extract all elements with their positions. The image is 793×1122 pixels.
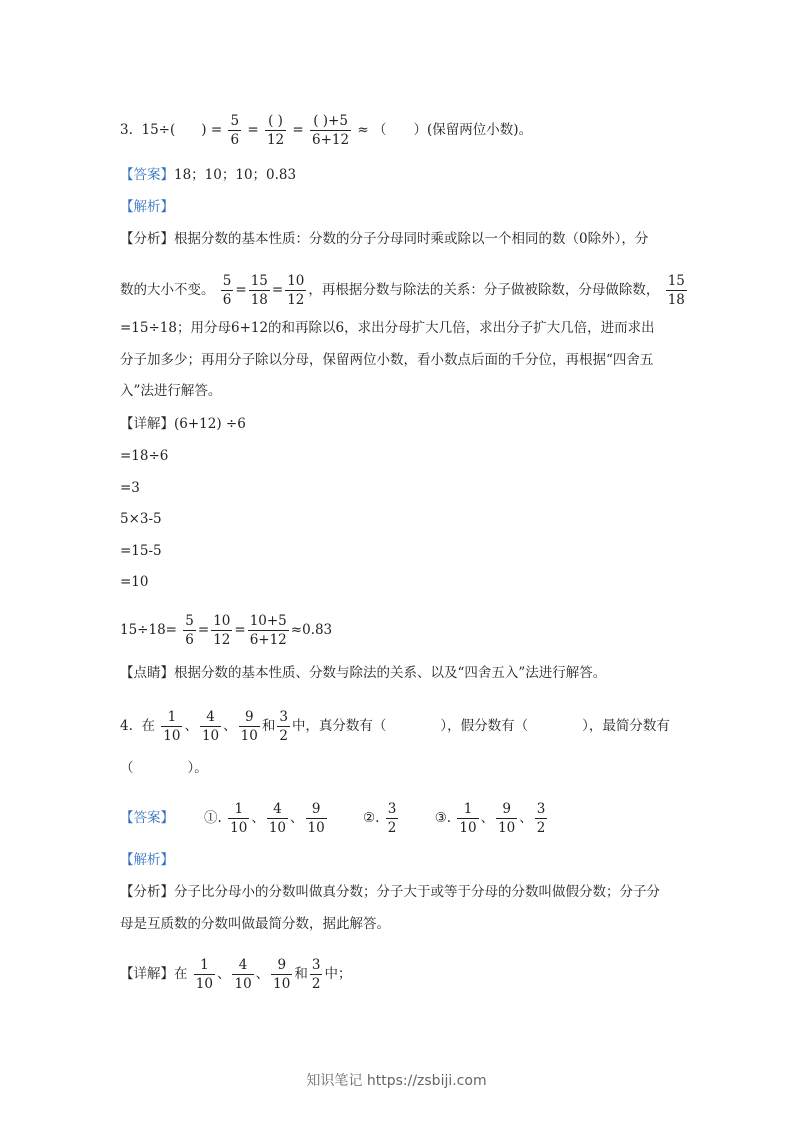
- answer-4: [120, 800, 549, 837]
- detail-3-step1: [120, 414, 246, 434]
- expression-start: 15÷(: [141, 122, 176, 138]
- analysis-4-line2: 母是互质数的分数叫做最简分数，据此解答。: [120, 916, 390, 932]
- fraction: $\frac{3}{2}$: [279, 709, 288, 744]
- equals-sign: =: [247, 122, 259, 138]
- separator: 、: [255, 966, 270, 982]
- detail-3-step4: 5×3-5: [120, 511, 162, 527]
- answer-marker: ③.: [434, 810, 452, 826]
- analysis-3-line3: =15÷18；用分母6+12的和再除以6，求出分母扩大几倍，求出分子扩大几倍，进而求出: [120, 320, 655, 336]
- fraction: $\frac{10}{12}$: [213, 613, 231, 648]
- separator: 、: [216, 966, 231, 982]
- fraction: $\frac{9}{10}$: [307, 801, 325, 836]
- question-number: 4.: [120, 718, 133, 734]
- analysis-text: 分子比分母小的分数叫做真分数；分子大于或等于分母的分数叫做假分数；分子分: [174, 884, 660, 900]
- fraction: $\frac{15}{18}$: [250, 273, 268, 308]
- separator: 、: [251, 810, 265, 826]
- question-3: [120, 112, 532, 149]
- fraction: $\frac{1}{10}$: [459, 801, 477, 836]
- analysis-3-line1: [120, 229, 648, 249]
- fraction: $\frac{3}{2}$: [536, 801, 546, 836]
- blank-close: ): [201, 122, 207, 138]
- analysis-heading: [120, 197, 174, 217]
- separator: 、: [184, 718, 198, 734]
- fraction: $\frac{9}{10}$: [498, 801, 516, 836]
- separator: 、: [290, 810, 304, 826]
- analysis-3-line2: 数的大小不变。 $\frac{5}{6}$ = $\frac{15}{18}$ = $\frac{10}{12}$ ，再根据分数与除法的关系：分子做被除数，分母做除数， $\frac{15}{18}$: [120, 273, 685, 308]
- comment-tag: 【点睛】: [120, 665, 174, 681]
- fraction: $\frac{4}{10}$: [201, 709, 220, 744]
- detail-text: 在: [174, 966, 188, 982]
- step-text: ≈0.83: [290, 622, 333, 638]
- question-4-line2: （ ）。: [120, 760, 208, 776]
- fraction: $\frac{1}{10}$: [163, 709, 181, 744]
- comment-text: 根据分数的基本性质、分数与除法的关系、以及“四舍五入”法进行解答。: [174, 665, 607, 681]
- detail-3-final: 15÷18= $\frac{5}{6}$ = $\frac{10}{12}$ = $\frac{10+5}{6+12}$ ≈0.83: [120, 613, 333, 648]
- equals-sign: =: [210, 122, 223, 138]
- equals-sign: =: [292, 122, 304, 138]
- fraction: $\frac{9}{10}$: [240, 709, 258, 744]
- analysis-sub-tag: 【分析】: [120, 884, 174, 900]
- detail-4: [120, 956, 351, 993]
- connector: 和: [294, 966, 308, 982]
- step-text: 15÷18=: [120, 622, 177, 638]
- detail-tag: 【详解】: [120, 966, 174, 982]
- analysis-3-line5: 入”法进行解答。: [120, 383, 222, 399]
- footer-watermark: 知识笔记 https://zsbiji.com: [306, 1073, 487, 1089]
- separator: 、: [519, 810, 533, 826]
- fraction: $\frac{15}{18}$: [667, 273, 685, 308]
- approx-sign: ≈: [357, 122, 369, 138]
- answer-marker: ②.: [363, 810, 380, 826]
- answer-3: [120, 165, 296, 185]
- fraction: $\frac{( )}{12}$: [266, 113, 285, 148]
- answer-text: 18；10；10；0.83: [174, 167, 297, 183]
- fraction: $\frac{1}{10}$: [195, 957, 213, 992]
- question-4: [120, 708, 670, 745]
- separator: 、: [223, 718, 237, 734]
- answer-marker: ①.: [204, 810, 222, 826]
- fraction: $\frac{9}{10}$: [273, 957, 291, 992]
- answer-tag: 【答案】: [120, 167, 174, 183]
- analysis-tag: 【解析】: [120, 199, 174, 215]
- analysis-tag: 【解析】: [120, 852, 174, 868]
- connector: 和: [261, 718, 276, 734]
- fraction: $\frac{5}{6}$: [222, 273, 232, 308]
- fraction: $\frac{4}{10}$: [268, 801, 287, 836]
- detail-tag: 【详解】: [120, 416, 174, 432]
- question-number: 3.: [120, 122, 133, 138]
- fraction: $\frac{( )+5}{6+12}$: [312, 113, 350, 148]
- answer-tag: 【答案】: [120, 810, 174, 826]
- analysis-sub-tag: 【分析】: [120, 231, 174, 247]
- question-text: 在: [141, 718, 155, 734]
- analysis-text: 根据分数的基本性质：分数的分子分母同时乘或除以一个相同的数（0除外），分: [174, 231, 649, 247]
- detail-text: 中；: [324, 966, 352, 982]
- analysis-3-line4: 分子加多少；再用分子除以分母，保留两位小数，看小数点后面的千分位，再根据“四舍五: [120, 352, 654, 368]
- separator: 、: [480, 810, 495, 826]
- fraction: $\frac{5}{6}$: [230, 113, 240, 148]
- comment-3: [120, 663, 606, 683]
- analysis-4-line1: [120, 882, 660, 902]
- fraction: $\frac{3}{2}$: [311, 957, 321, 992]
- fraction: $\frac{3}{2}$: [387, 801, 397, 836]
- fraction: $\frac{10+5}{6+12}$: [249, 613, 287, 648]
- analysis-text: ，再根据分数与除法的关系：分子做被除数，分母做除数，: [308, 282, 660, 298]
- fraction: $\frac{10}{12}$: [287, 273, 305, 308]
- detail-3-step5: =15-5: [120, 543, 162, 559]
- step-text: (6+12) ÷6: [174, 416, 246, 432]
- detail-3-step6: =10: [120, 574, 149, 590]
- fraction: $\frac{4}{10}$: [234, 957, 252, 992]
- fraction: $\frac{5}{6}$: [185, 613, 194, 648]
- analysis-heading-4: [120, 850, 174, 870]
- fraction: $\frac{1}{10}$: [230, 801, 248, 836]
- detail-3-step3: =3: [120, 480, 140, 496]
- question-tail: （ ）(保留两位小数)。: [373, 122, 533, 138]
- analysis-text: 数的大小不变。: [120, 282, 215, 298]
- question-text: 中，真分数有（ ），假分数有（ ），最简分数有: [291, 718, 670, 734]
- detail-3-step2: =18÷6: [120, 448, 169, 464]
